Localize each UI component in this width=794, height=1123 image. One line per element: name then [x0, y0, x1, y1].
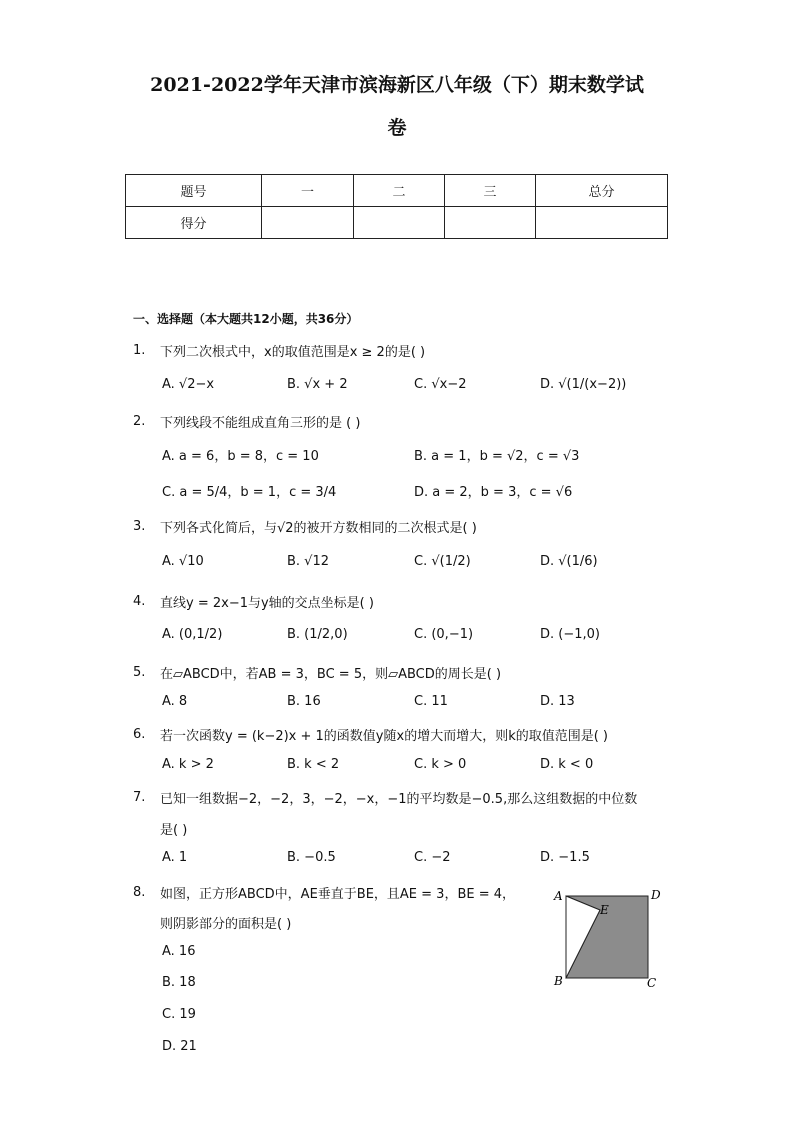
option-d: D. (−1,0) [540, 627, 600, 642]
question-stem: 在▱ABCD中，若AB = 3，BC = 5，则▱ABCD的周长是( ) [160, 667, 502, 682]
question-stem: 下列线段不能组成直角三形的是 ( ) [160, 416, 361, 431]
option-d: D. −1.5 [540, 850, 590, 865]
question-stem: 已知一组数据−2，−2，3，−2，−x，−1的平均数是−0.5,那么这组数据的中位数 [160, 792, 638, 807]
score-cell [536, 207, 668, 239]
label-d: D [651, 888, 661, 902]
label-b: B [554, 974, 563, 988]
option-b: B. k < 2 [287, 757, 340, 772]
option-d: D. 13 [540, 694, 575, 709]
score-header-cell: 题号 [126, 175, 262, 207]
option-a: A. 1 [162, 850, 188, 865]
question-number: 5. [133, 665, 146, 680]
question-stem: 若一次函数y = (k−2)x + 1的函数值y随x的增大而增大，则k的取值范围是( ) [160, 729, 608, 744]
option-d: D. 21 [162, 1039, 197, 1054]
label-c: C [647, 976, 657, 990]
option-c: C. (0,−1) [414, 627, 474, 642]
option-b: B. a = 1，b = √2，c = √3 [414, 449, 580, 464]
option-d: D. a = 2，b = 3，c = √6 [414, 485, 573, 500]
option-c: C. a = 5/4，b = 1，c = 3/4 [162, 485, 337, 500]
option-c: C. 19 [162, 1007, 196, 1022]
option-c: C. k > 0 [414, 757, 467, 772]
question-number: 3. [133, 519, 146, 534]
score-table [125, 174, 668, 239]
question-number: 8. [133, 885, 146, 900]
question-number: 2. [133, 414, 146, 429]
option-c: C. 11 [414, 694, 448, 709]
option-c: C. √(1/2) [414, 554, 471, 569]
option-c: C. −2 [414, 850, 451, 865]
score-cell [262, 207, 354, 239]
score-header-cell: 一 [262, 175, 354, 207]
option-d: D. k < 0 [540, 757, 594, 772]
score-cell [445, 207, 536, 239]
question-number: 6. [133, 727, 146, 742]
score-cell [354, 207, 445, 239]
option-a: A. 16 [162, 944, 196, 959]
option-b: B. √12 [287, 554, 330, 569]
option-a: A. k > 2 [162, 757, 214, 772]
question-stem: 下列二次根式中，x的取值范围是x ≥ 2的是( ) [160, 345, 426, 360]
score-header-cell: 总分 [536, 175, 668, 207]
option-d: D. √(1/6) [540, 554, 598, 569]
option-a: A. √2−x [162, 377, 215, 392]
label-a: A [554, 889, 563, 903]
score-header-cell: 二 [354, 175, 445, 207]
question-stem: 直线y = 2x−1与y轴的交点坐标是( ) [160, 596, 374, 611]
question-stem-continued: 是( ) [160, 823, 188, 838]
label-e: E [600, 903, 609, 917]
score-header-cell: 三 [445, 175, 536, 207]
question-stem: 下列各式化简后，与√2的被开方数相同的二次根式是( ) [160, 521, 477, 536]
score-table-header-row [126, 175, 668, 207]
exam-title-line1: 2021-2022学年天津市滨海新区八年级（下）期末数学试 [150, 74, 644, 96]
option-b: B. √x + 2 [287, 377, 348, 392]
option-b: B. −0.5 [287, 850, 336, 865]
option-d: D. √(1/(x−2)) [540, 377, 627, 392]
option-b: B. (1/2,0) [287, 627, 348, 642]
section-heading: 一、选择题（本大题共12小题，共36分） [133, 312, 359, 326]
option-a: A. (0,1/2) [162, 627, 223, 642]
option-a: A. 8 [162, 694, 188, 709]
question-number: 7. [133, 790, 146, 805]
question-stem-continued: 则阴影部分的面积是( ) [160, 917, 292, 932]
option-c: C. √x−2 [414, 377, 467, 392]
question-number: 1. [133, 343, 146, 358]
score-row-label: 得分 [126, 207, 262, 239]
option-a: A. a = 6，b = 8，c = 10 [162, 449, 319, 464]
option-b: B. 18 [162, 975, 196, 990]
score-table-score-row [126, 207, 668, 239]
question-stem: 如图，正方形ABCD中，AE垂直于BE，且AE = 3，BE = 4， [160, 887, 516, 902]
option-b: B. 16 [287, 694, 321, 709]
exam-title-line2: 卷 [387, 117, 407, 139]
option-a: A. √10 [162, 554, 204, 569]
square-figure [548, 884, 668, 994]
question-number: 4. [133, 594, 146, 609]
